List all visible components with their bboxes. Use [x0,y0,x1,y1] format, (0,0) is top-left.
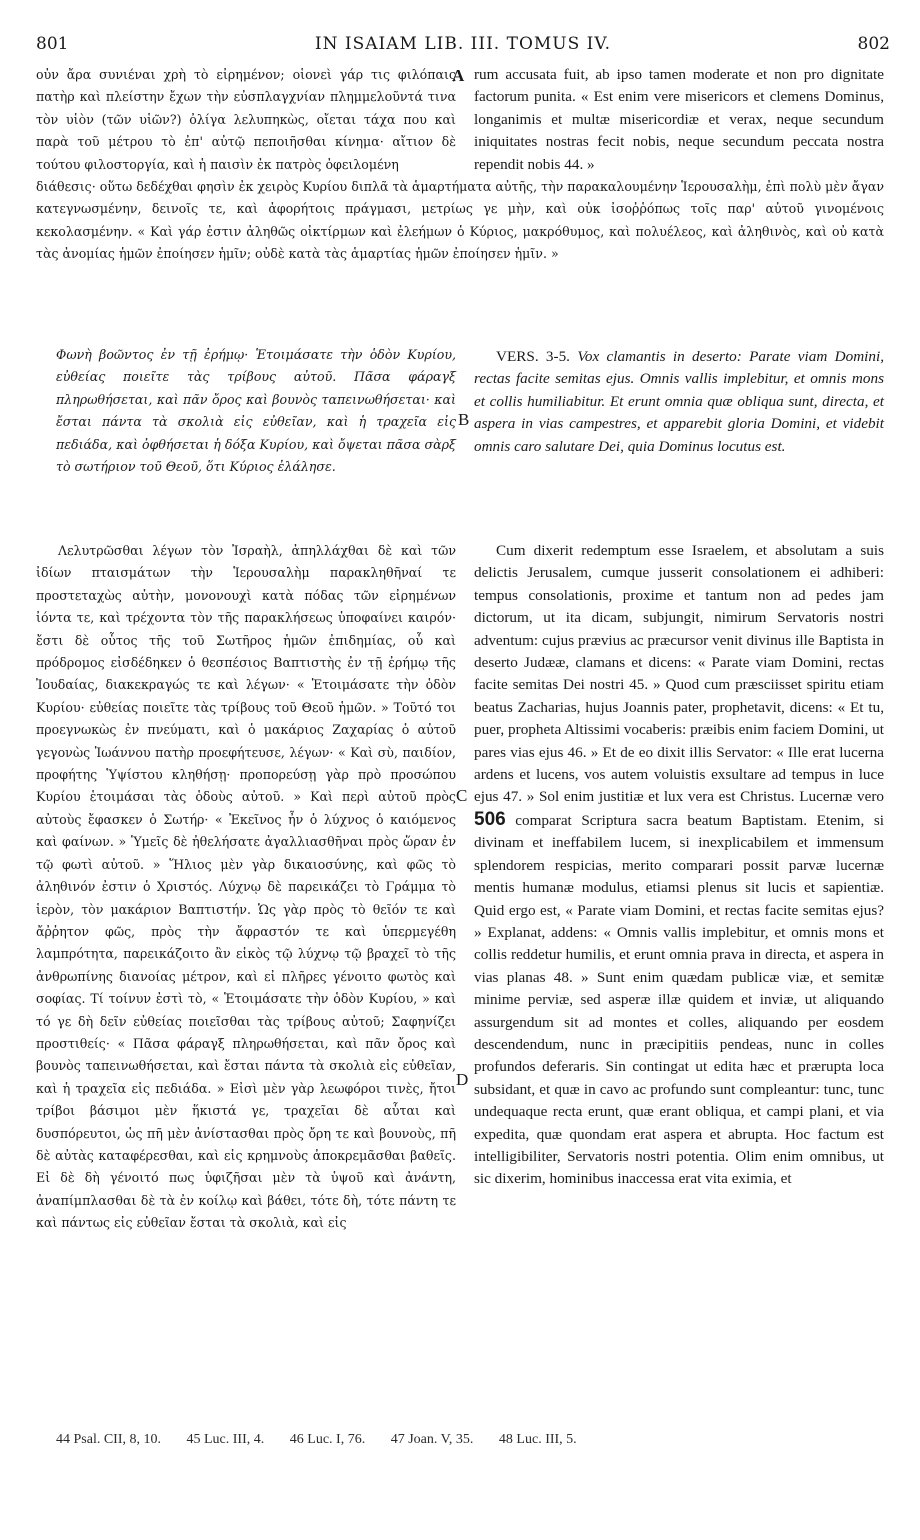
marginal-number: 506 [474,808,506,830]
footnote: 44 Psal. CII, 8, 10. [56,1432,161,1447]
greek-verse-block [56,344,456,478]
latin-commentary-column [474,540,884,1191]
greek-commentary: Λελυτρῶσθαι λέγων τὸν Ἰσραὴλ, ἀπηλλάχθαι δὲ καὶ τῶν ἰδίων πταισμάτων τὴν Ἱερουσαλὴμ παρακληθῆναί τε προστεταχὼς αὐτὴν, μονονουχὶ κατὰ πόδας τῶν εἰρημένων ἰόντα τε, καὶ τρέχοντα τὸν τῆς παρακλήσεως ὑποφαίνει καιρόν· ἔστι δὲ οὗτος τῆς τοῦ Σωτῆρος ἡμῶν ἐπιδημίας, οὗ καὶ πρόδρομος εἰσδέδηκεν ὁ θεσπέσιος Βαπτιστὴς ἐν τῇ ἐρήμῳ τῆς Ἰουδαίας, διακεκραγώς τε καὶ λέγων· « Ἑτοιμάσατε τὴν ὁδὸν Κυρίου· εὐθείας ποιεῖτε τὰς τρίβους τοῦ Θεοῦ ἡμῶν. » Τοῦτό τοι προεγνωκὼς ἐν πνεύματι, καὶ ὁ μακάριος Ζαχαρίας ὁ αὐτοῦ γεγονὼς Ἰωάννου πατὴρ προεφήτευσε, λέγων· « Καὶ σὺ, παιδίον, προφήτης Ὑψίστου κληθήσῃ· προπορεύσῃ γὰρ πρὸ προσώπου Κυρίου ἑτοιμάσαι τὰς ὁδοὺς αὐτοῦ. » Καὶ περὶ αὐτοῦ πρὸς αὐτοὺς ἔφασκεν ὁ Σωτήρ· « Ἐκεῖνος ἦν ὁ λύχνος ὁ καιόμενος καὶ φαίνων. » Ὑμεῖς δὲ ἠθελήσατε ἀγαλλιασθῆναι πρὸς ὥραν ἐν τῷ φωτὶ αὐτοῦ. » Ἥλιος μὲν γὰρ δικαιοσύνης, καὶ φῶς τὸ ἀληθινόν ἐστιν ὁ Χριστός. Λύχνῳ δὲ παρεικάζει τὸ Γράμμα τὸ ἱερὸν, τὸν μακάριον Βαπτιστήν. Ὡς γὰρ πρὸς τὸ θεῖόν τε καὶ ἄῤῥητον φῶς, πρὸς τὴν ἄφραστόν τε καὶ ὑπερμεγέθη λαμπρότητα, παρεικάζοιτο ἂν εἰκὸς τῷ λύχνῳ τῷ βραχεῖ τὸ τῆς ἀνθρωπίνης διανοίας μέτρον, καὶ εἰ πλῆρες γένοιτο φωτὸς καὶ σοφίας. Τί τοίνυν ἐστὶ τὸ, « Ἑτοιμάσατε τὴν ὁδὸν Κυρίου, » καὶ τό γε δὴ δεῖν εὐθείας ποιεῖσθαι τὰς τρίβους αὐτοῦ; Σαφηνίζει προστιθείς· « Πᾶσα φάραγξ πληρωθήσεται, καὶ πᾶν ὄρος καὶ βουνὸς ταπεινωθήσεται, καὶ ἔσται πάντα τὰ σκολιὰ εἰς εὐθεῖαν, καὶ ἡ τραχεῖα εἰς πεδιάδα. » Εἰσὶ μὲν γὰρ λεωφόροι τινὲς, ἤτοι τρίβοι βάσιμοι μὲν ἥκιστά γε, τραχεῖαι δὲ αὗται καὶ δυσπόρευτοι, ὡς πῆ μὲν ἀνίστασθαι πρὸς ὄρη τε καὶ βουνοὺς, πῆ δὲ αὐτὰς καταφέρεσθαι, καὶ εἰς κρημνοὺς ἀποκρεμᾶσθαι βαθεῖς. Εἰ δὲ δὴ γένοιτό πως ὑφιζῆσαι μὲν τὰ ὑψοῦ καὶ ἀνάντη, ἀναπίμπλασθαι δὲ τὰ ἐν κοίλῳ καὶ βάθει, τότε δὴ, τότε πάντη τε καὶ πάντως εἰς εὐθεῖαν ἔσται τὰ σκολιὰ, καὶ εἰς [36,543,456,1231]
latin-column-block-1 [474,64,884,176]
verse-reference: VERS. 3-5. [496,348,570,365]
footnotes [56,1432,884,1448]
section-marker-a: A [452,66,465,85]
page-header [36,34,890,58]
section-marker-b: B [458,410,470,429]
greek-full-width-block [36,176,884,266]
latin-commentary-part-2: comparat Scriptura sacra beatum Baptistam. Etenim, si divinam et ineffabilem lucem, si inexplicabilem et immensum splendorem respicias, merito comparari possit parvæ lucernæ mentis humanæ modulus, etiamsi plenus sit lucis et sapientiæ. Quid ergo est, « Parate viam Domini, et rectas facite semitas ejus? » Explanat, addens: « Omnis vallis implebitur, et omnis mons et collis reddetur humilis, et erunt omnia prava in directa, et aspera in vias planas 48. » Sunt enim quædam publicæ viæ, et semitæ minime perviæ, sed asperæ illæ quidem et inviæ, ut aliquando assurgendum sit ad montes et colles, aliquando per eosdem descendendum, nunc in præcipitiis pendeas, nunc in colles profundos deferaris. Sin contingat ut edita hæc et prærupta loca subsidant, et quæ in cavo ac profundo sunt compleantur: tunc, tunc undequaque recta erunt, quæ erant obliqua, et campi plani, et via expedita, quæ quondam erat aspera et abrupta. Hoc factum est intelligibiliter, Servatoris nostri potentia. Olim enim omnibus, ut sic dixerim, hominibus inaccessa erat vita eximia, et [474,811,884,1188]
footnote: 47 Joan. V, 35. [390,1432,474,1447]
page-number-right: 802 [857,34,890,54]
footnote: 46 Luc. I, 76. [289,1432,366,1447]
running-title: IN ISAIAM LIB. III. TOMUS IV. [314,34,612,54]
latin-verse-block [474,346,884,458]
section-marker-c: C [456,786,468,805]
footnote: 45 Luc. III, 4. [186,1432,265,1447]
greek-verse: Φωνὴ βοῶντος ἐν τῇ ἐρήμῳ· Ἑτοιμάσατε τὴν ὁδὸν Κυρίου, εὐθείας ποιεῖτε τὰς τρίβους αὐτοῦ. Πᾶσα φάραγξ πληρωθήσεται, καὶ πᾶν ὄρος καὶ βουνὸς ταπεινωθήσεται· καὶ ἔσται πάντα τὰ σκολιὰ εἰς εὐθεῖαν, καὶ ἡ τραχεῖα εἰς πεδιάδα, καὶ ὀφθήσεται ἡ δόξα Κυρίου, καὶ ὄψεται πᾶσα σὰρξ τὸ σωτήριον τοῦ Θεοῦ, ὅτι Κύριος ἐλάλησε. [56,347,456,475]
latin-paragraph: rum accusata fuit, ab ipso tamen moderate et non pro dignitate factorum punita. « Est enim vere misericors et clemens Dominus, longanimis et multæ misericordiæ et verax, neque secundum iniquitates nostras fecit nobis, neque secundum peccata nostra rependit nobis 44. » [474,66,884,173]
latin-commentary-part-1: Cum dixerit redemptum esse Israelem, et absolutam a suis delictis Jerusalem, cumque jusserit consolationem ei adhiberi: tempus consolationis, proxime et tantum non ad pedes jam dictorum, ut ita dicam, subjungit, nimirum Servatoris nostri adventum: cujus prævius ac præcursor venit divinus ille Baptista in deserto Judææ, clamans et dicens: « Parate viam Domini, rectas facite semitas Dei nostri 45. » Quod cum præsciisset spiritu etiam beatus Zacharias, hujus Joannis pater, prophetavit, dicens: « Et tu, puer, propheta Altissimi vocaberis: præibis enim faciem Domini, ut pares vias ejus 46. » Et de eo dixit illis Servator: « Ille erat lucerna ardens et lucens, vos autem voluistis exsultare ad tempus in luce ejus 47. » Sol enim justitiæ et lux vera est Christus. Lucernæ vero [474,542,884,806]
greek-paragraph: οὐν ἄρα συνιέναι χρὴ τὸ εἰρημένον; οἱονεὶ γάρ τις φιλόπαις πατὴρ καὶ πλείστην ἔχων τὴν εὐσπλαγχνίαν πλημμελοῦντά τινα τὸν υἱὸν (τῶν υἱῶν?) ὀλίγα λελυπηκὼς, οἴεται τάχα που καὶ παρὰ τοῦ μέτρου τὸ ἐπ' αὐτῷ πεποιῆσθαι κίνημα· αἴτιον δὲ τούτου φιλοστοργία, καὶ ἡ παισὶν ἐκ πατρὸς ὀφειλομένη [36,67,456,172]
section-marker-d: D [456,1070,469,1089]
footnote: 48 Luc. III, 5. [498,1432,577,1447]
greek-paragraph: διάθεσις· οὕτω δεδέχθαι φησὶν ἐκ χειρὸς Κυρίου διπλᾶ τὰ ἁμαρτήματα αὐτῆς, τὴν παρακαλουμένην Ἱερουσαλὴμ, ἐπὶ πολὺ μὲν ἄγαν κατεγνωσμένην, δεινοῖς τε, καὶ ἀφορήτοις πράγμασι, μετρίως γε μὴν, καὶ οὐκ ἰσοῤῥόπως τοῖς παρ' αὐτοῦ γινομένοις κεκολασμένην. « Καὶ γάρ ἐστιν ἀληθῶς οἰκτίρμων καὶ ἐλεήμων ὁ Κύριος, μακρόθυμος, καὶ πολυέλεος, καὶ ἀληθινὸς, καὶ οὐ κατὰ τὰς ἀνομίας ἡμῶν ἐποίησεν ἡμῖν; οὐδὲ κατὰ τὰς ἁμαρτίας ἡμῶν ἐποίησεν ἡμῖν. » [36,179,884,262]
latin-verse: Vox clamantis in deserto: Parate viam Domini, rectas facite semitas ejus. Omnis vallis implebitur, et omnis mons et collis humiliabitur. Et erunt omnia quæ obliqua sunt, directa, et aspera in vias campestres, et apparebit gloria Domini, et videbit omnis caro salutare Dei, quia Dominus locutus est. [474,348,884,455]
greek-column-block-1 [36,64,456,176]
greek-commentary-column [36,540,456,1235]
page-number-left: 801 [36,34,69,54]
